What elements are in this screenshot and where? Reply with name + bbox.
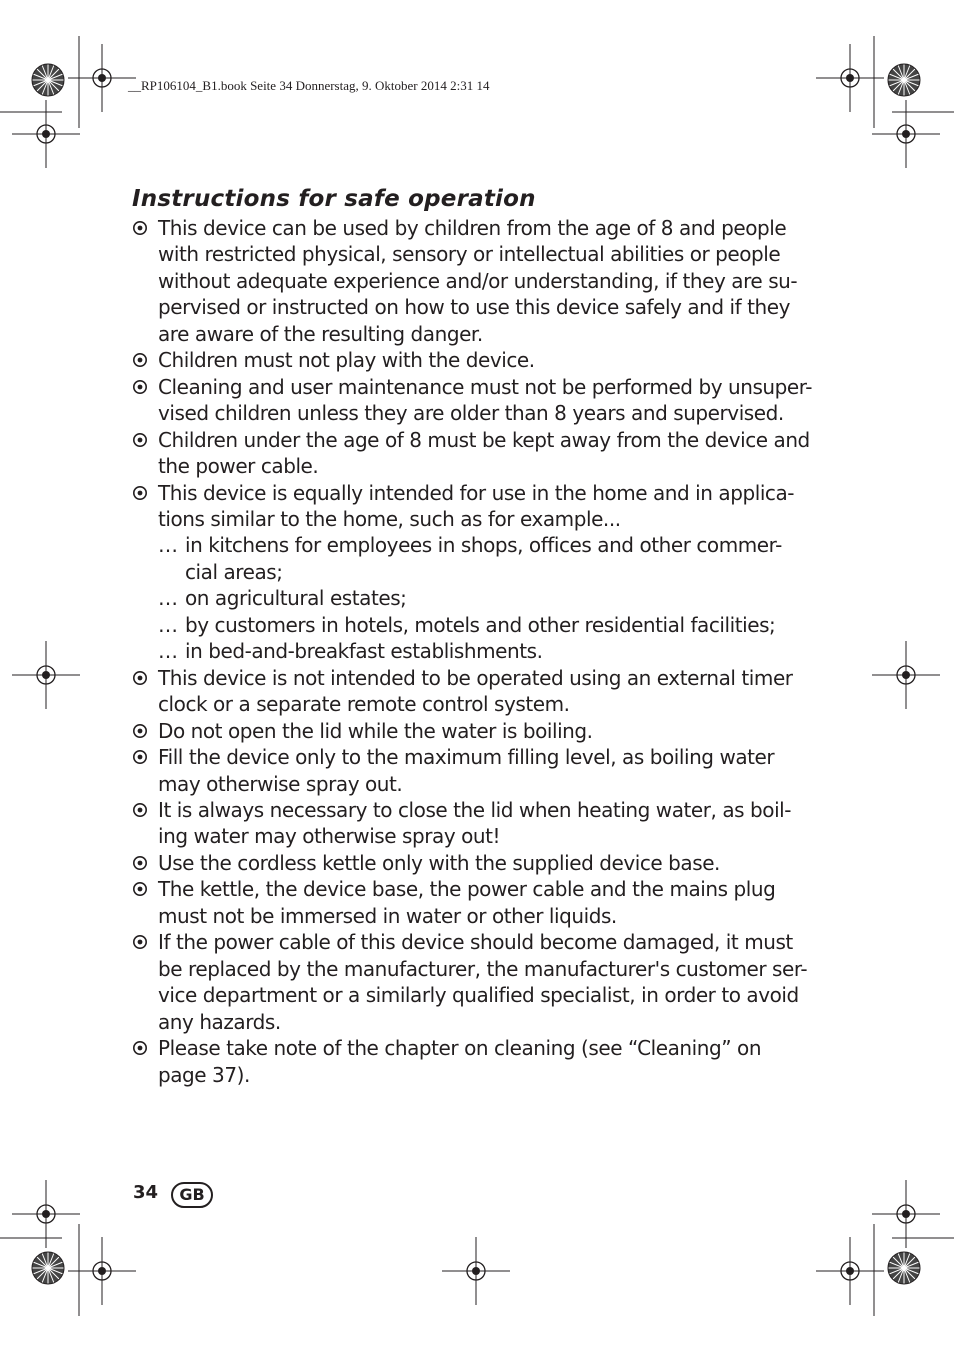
list-item: [132, 1035, 812, 1088]
registration-mark-icon: [872, 100, 940, 168]
list-item-text: Children must not play with the device.: [158, 348, 535, 373]
color-target-icon: [32, 1252, 64, 1284]
ellipsis-marker: …: [158, 586, 178, 611]
circled-dot-icon: [132, 723, 148, 739]
list-item-text: This device is not intended to be operated using an external timer clock or a separate remote control system.: [158, 665, 793, 717]
list-item-text: It is always necessary to close the lid when heating water, as boil-ing water may otherwise spray out!: [158, 797, 792, 849]
list-item: [132, 480, 812, 533]
circled-dot-icon: [132, 802, 148, 818]
list-item: [132, 850, 812, 876]
list-item-text: The kettle, the device base, the power cable and the mains plug must not be immersed in water or other liquids.: [158, 877, 776, 928]
list-item-text: Please take note of the chapter on cleaning (see “Cleaning” on page 37).: [158, 1036, 762, 1087]
section-title: Instructions for safe operation: [132, 186, 536, 212]
circled-dot-icon: [132, 220, 148, 236]
registration-mark-icon: [68, 1237, 136, 1305]
list-item: [132, 718, 812, 744]
list-item-text: This device can be used by children from the age of 8 and people with restricted physical, sensory or intellectual abilities or people without adequate experience and/or understanding, if they are su-pervised or instructed on how to use this device safely and if they are aware of the resulting danger.: [158, 216, 798, 346]
sub-list-item: [132, 532, 812, 585]
sub-list-item-text: in bed-and-breakfast establishments.: [185, 639, 543, 664]
list-item-text: Cleaning and user maintenance must not be performed by unsuper-vised children unless they are older than 8 years and supervised.: [158, 374, 812, 426]
circled-dot-icon: [132, 881, 148, 897]
circled-dot-icon: [132, 934, 148, 950]
list-item: [132, 665, 812, 718]
sub-list-item-text: in kitchens for employees in shops, offices and other commer-cial areas;: [185, 533, 782, 584]
list-item: [132, 215, 812, 347]
registration-mark-icon: [12, 100, 80, 168]
circled-dot-icon: [132, 1040, 148, 1056]
list-item: [132, 374, 812, 427]
list-item: [132, 347, 812, 373]
circled-dot-icon: [132, 485, 148, 501]
list-item: [132, 876, 812, 929]
registration-mark-icon: [68, 44, 136, 112]
circled-dot-icon: [132, 379, 148, 395]
circled-dot-icon: [132, 432, 148, 448]
registration-mark-icon: [442, 1237, 510, 1305]
list-item: [132, 929, 812, 1035]
language-badge: GB: [171, 1182, 213, 1208]
page-number: 34: [133, 1182, 159, 1203]
sub-list-item: [132, 638, 812, 664]
list-item: [132, 427, 812, 480]
sub-list-item-text: by customers in hotels, motels and other residential facilities;: [185, 612, 776, 637]
list-item-text: This device is equally intended for use in the home and in applica-tions similar to the home, such as for example...: [158, 480, 795, 531]
list-item-text: Children under the age of 8 must be kept away from the device and the power cable.: [158, 427, 810, 479]
list-item-text: If the power cable of this device should become damaged, it must be replaced by the manufacturer, the manufacturer's customer ser-vice department or a similarly qualified specialist, in order to avoid any hazards.: [158, 930, 808, 1034]
print-header: __RP106104_B1.book Seite 34 Donnerstag, 9. Oktober 2014 2:31 14: [128, 78, 490, 93]
ellipsis-marker: …: [158, 533, 178, 558]
registration-mark-icon: [872, 641, 940, 709]
circled-dot-icon: [132, 352, 148, 368]
sub-list-item: [132, 612, 812, 638]
color-target-icon: [32, 64, 64, 96]
color-target-icon: [888, 1252, 920, 1284]
ellipsis-marker: …: [158, 639, 178, 664]
list-item: [132, 744, 812, 797]
instruction-list: [132, 215, 812, 1088]
circled-dot-icon: [132, 855, 148, 871]
ellipsis-marker: …: [158, 612, 178, 637]
list-item-text: Fill the device only to the maximum filling level, as boiling water may otherwise spray out.: [158, 745, 775, 796]
safety-section: [132, 184, 812, 1088]
list-item: [132, 797, 812, 850]
list-item-text: Use the cordless kettle only with the supplied device base.: [158, 850, 720, 875]
registration-mark-icon: [12, 641, 80, 709]
list-item-text: Do not open the lid while the water is boiling.: [158, 718, 593, 743]
color-target-icon: [888, 64, 920, 96]
circled-dot-icon: [132, 749, 148, 765]
circled-dot-icon: [132, 670, 148, 686]
sub-list-item: [132, 585, 812, 611]
sub-list-item-text: on agricultural estates;: [185, 586, 407, 611]
